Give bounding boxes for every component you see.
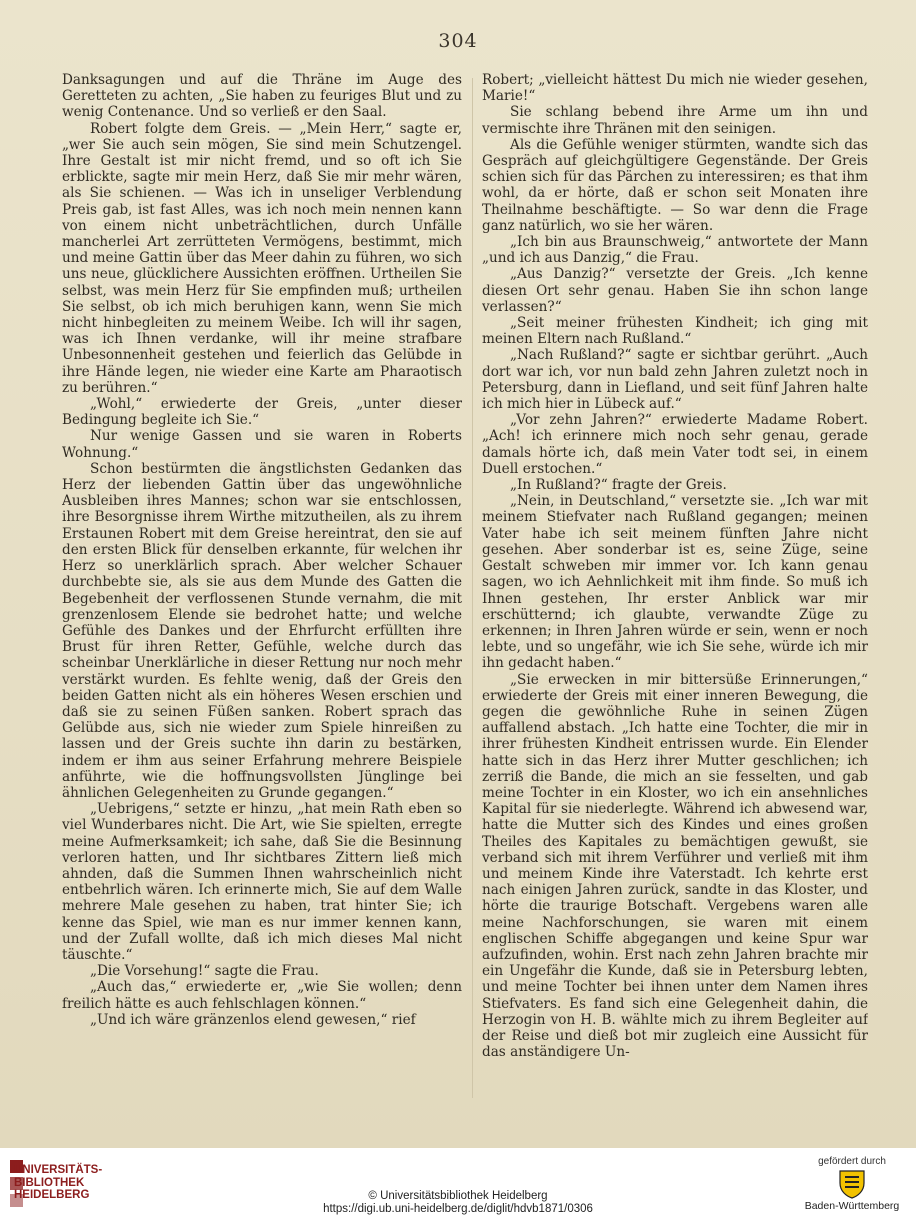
paragraph: „Und ich wäre gränzenlos elend gewesen,“ rief [90, 1011, 416, 1028]
funder-name: Baden-Württemberg [804, 1200, 900, 1212]
left-column [62, 72, 462, 1112]
library-name-line: BIBLIOTHEK [14, 1176, 85, 1189]
paragraph: „Seit meiner frühesten Kindheit; ich ging mit meinen Eltern nach Rußland.“ [482, 315, 868, 348]
paragraph: „Sie erwecken in mir bittersüße Erinnerungen,“ erwiederte der Greis mit einer inneren Bewegung, die gegen die gewöhnliche Ruhe in seinen Zügen auffallend abstach. „Ich hatte eine Tochter, die mir in ihrer frühesten Kindheit entrissen wurde. Ein Elender hatte sich in das Herz ihrer Mutter geschlichen; ich zerriß die Bande, die mich an sie fesselten, und gab meine Tochter in ein Kloster, wo ich ein ansehnliches Kapital für sie niederlegte. Während ich abwesend war, hatte die Mutter sich des Kindes und eines großen Theiles des Kapitales zu bemächtigen gewußt, sie verband sich mit ihrem Verführer und verließ mit ihm und meinem Kinde ihre Vaterstadt. Ich kehrte erst nach einigen Jahren zurück, sandte in das Kloster, und hörte die traurige Botschaft. Vergebens waren alle meine Nachforschungen, sie waren mit einem englischen Schiffe abgegangen und keine Spur war aufzufinden, wohin. Erst nach zehn Jahren brachte mir ein Ungefähr die Kunde, daß sie in Petersburg lebten, und meine Tochter bei ihnen unter dem Namen ihres Stiefvaters. Es fand sich eine Gelegenheit dahin, die Herzogin von H. B. wählte mich zu ihrem Begleiter auf der Reise und dieß bot mir zugleich eine Aussicht für das anständigere Un- [482, 671, 868, 1061]
paragraph: „Nach Rußland?“ sagte er sichtbar gerührt. „Auch dort war ich, vor nun bald zehn Jahren zuletzt noch in Petersburg, dann in Liefland, und seit fünf Jahren halte ich mich hier in Lübeck auf.“ [482, 347, 868, 413]
paragraph: „Nein, in Deutschland,“ versetzte sie. „Ich war mit meinem Stiefvater nach Rußland gegangen; meinen Vater habe ich seit meinem fünften Jahre nicht gesehen. Aber sonderbar ist es, seine Züge, seine Gestalt schweben mir immer vor. Ich kann genau sagen, wo ich Aehnlichkeit mit ihm finde. So muß ich Ihnen gestehen, Ihr erster Anblick war mir erschütternd; ich glaubte, verwandte Züge zu erkennen; in Ihren Jahren würde er sein, wenn er noch lebte, und so ungefähr, wie ich Sie sehe, würde ich mir ihn gedacht haben.“ [482, 493, 868, 672]
paragraph: „Auch das,“ erwiederte er, „wie Sie wollen; denn freilich hätte es auch fehlschlagen können.“ [62, 979, 462, 1012]
paragraph: Als die Gefühle weniger stürmten, wandte sich das Gespräch auf gleichgültigere Gegenstände. Der Greis schien sich für das Pärchen zu interessiren; es that ihm wohl, da er hörte, daß er schon seit Monaten ihre Theilnahme beschäftigte. — So war denn die Frage ganz natürlich, wo sie her wären. [482, 136, 868, 234]
paragraph: „Aus Danzig?“ versetzte der Greis. „Ich kenne diesen Ort sehr genau. Haben Sie ihn schon lange verlassen?“ [482, 266, 868, 315]
paragraph: Nur wenige Gassen und sie waren in Roberts Wohnung.“ [62, 428, 462, 461]
permalink-url[interactable]: https://digi.ub.uni-heidelberg.de/diglit/hdvb1871/0306 [323, 1203, 593, 1215]
paragraph: „Vor zehn Jahren?“ erwiederte Madame Robert. „Ach! ich erinnere mich noch sehr genau, gerade damals hörte ich, daß mein Vater todt sei, in einem Duell erstochen.“ [482, 412, 868, 477]
library-name-line: HEIDELBERG [14, 1189, 90, 1201]
baden-wuerttemberg-crest-icon [834, 1169, 870, 1199]
paragraph: Sie schlang bebend ihre Arme um ihn und vermischte ihre Thränen mit den seinigen. [482, 104, 868, 137]
paragraph: „Wohl,“ erwiederte der Greis, „unter dieser Bedingung begleite ich Sie.“ [62, 396, 462, 429]
right-column [482, 72, 868, 1112]
funder-block [802, 1156, 902, 1212]
copyright-text: © Universitätsbibliothek Heidelberg [368, 1190, 548, 1202]
page-number: 304 [438, 30, 478, 52]
paragraph: Schon bestürmten die ängstlichsten Gedanken das Herz der liebenden Gattin über das ungewöhnliche Ausbleiben ihres Mannes; schon war sie entschlossen, ihre Besorgnisse ihrem Wirthe mitzutheilen, als zu ihrem Erstaunen Robert mit dem Greise hereintrat, den sie auf den ersten Blick für denselben erkannte, für welchen ihr Herz so unerklärlich sprach. Aber welcher Schauer durchbebte sie, als sie aus dem Munde des Gatten die Begebenheit der verflossenen Stunde vernahm, die mit grenzenlosem Elende sie bedrohet hatte; und welche Gefühle des Dankes und der Ehrfurcht erfüllten ihre Brust für ihren Retter, Gefühle, welche durch das scheinbar Unerklärliche in dieser Rettung nur noch mehr verstärkt wurden. Es fehlte wenig, daß der Greis den beiden Gatten nicht als ein höheres Wesen erschien und daß sie zu seinen Füßen sanken. Robert sprach das Gelübde aus, sich nie wieder zum Spiele hinreißen zu lassen und der Greis suchte ihn darin zu bestärken, indem er ihm aus seiner Erfahrung mehrere Beispiele anführte, wie die hoffnungsvollsten Jünglinge bei ähnlichen Gelegenheiten zu Grunde gegangen.“ [62, 460, 462, 801]
paragraph: „In Rußland?“ fragte der Greis. [510, 477, 727, 494]
paragraph: „Ich bin aus Braunschweig,“ antwortete der Mann „und ich aus Danzig,“ die Frau. [482, 234, 868, 267]
funded-by-label: gefördert durch [818, 1156, 886, 1167]
library-name-line: UNIVERSITÄTS- [14, 1164, 103, 1176]
copyright-block [0, 1190, 916, 1216]
paragraph: Danksagungen und auf die Thräne im Auge des Geretteten zu achten, „Sie haben zu feuriges Blut und zu wenig Contenance. Und so verließ er den Saal. [62, 72, 462, 121]
column-divider [472, 78, 473, 1098]
paragraph: „Die Vorsehung!“ sagte die Frau. [90, 963, 319, 980]
paragraph: Robert folgte dem Greis. — „Mein Herr,“ sagte er, „wer Sie auch sein mögen, Sie sind mein Schutzengel. Ihre Gestalt ist mir nicht fremd, und so oft ich Sie erblickte, sagte mir mein Herz, daß Sie mir mehr wären, als Sie schienen. — Was ich in unseliger Verblendung Preis gab, ist fast Alles, was ich noch mein nennen kann von einem nicht unbeträchtlichen, durch Unfälle mancherlei Art zerrütteten Vermögens, bestimmt, mich und meine Gattin über das Meer dahin zu führen, wo sich uns neue, glücklichere Aussichten eröffnen. Urtheilen Sie selbst, was mein Herz für Sie empfinden muß; urtheilen Sie selbst, ob ich mich beruhigen kann, wenn Sie mich nicht hinbegleiten zu meinem Weibe. Ich will ihr sagen, was ich Ihnen verdanke, will ihr meine strafbare Unbesonnenheit gestehen und feierlich das Gelübde in ihre Hände legen, nie wieder eine Karte am Pharaotisch zu berühren.“ [62, 120, 462, 396]
paragraph: „Uebrigens,“ setzte er hinzu, „hat mein Rath eben so viel Wunderbares nicht. Die Art, wie Sie spielten, erregte meine Aufmerksamkeit; ich sahe, daß Sie die Besinnung verloren hatten, und Ihr sichtbares Zittern ließ mich ahnden, daß die Summen Ihnen wahrscheinlich nicht entbehrlich wären. Ich erinnerte mich, Sie auf dem Walle mehrere Male gesehen zu haben, trat hinter Sie; ich kenne das Spiel, wie man es nur immer kennen kann, und der Zufall wollte, daß ich mich dieses Mal nicht täuschte.“ [62, 801, 462, 963]
paragraph: Robert; „vielleicht hättest Du mich nie wieder gesehen, Marie!“ [482, 72, 868, 105]
